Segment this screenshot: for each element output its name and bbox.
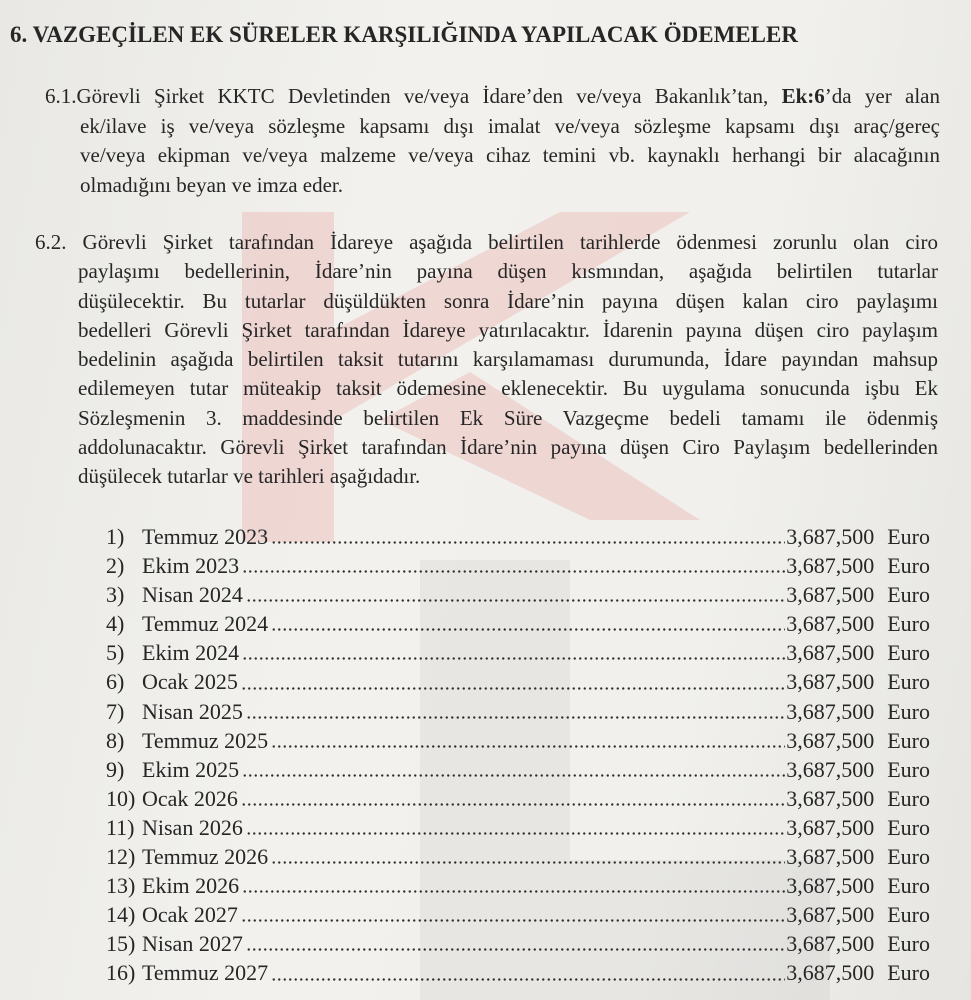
payment-amount: 3,687,500 — [786, 844, 875, 870]
payment-amount: 3,687,500 — [786, 727, 875, 753]
payment-period: Ekim 2025 — [142, 756, 240, 782]
payment-period: Nisan 2027 — [142, 931, 243, 957]
payment-amount: 3,687,500 — [786, 785, 875, 811]
payment-row — [106, 609, 930, 638]
payment-row — [106, 522, 930, 551]
payment-amount: 3,687,500 — [786, 814, 875, 840]
payment-number: 2) — [106, 553, 125, 579]
section-6-1-line: ek/ilave iş ve/veya sözleşme kapsamı dışı imalat ve/veya sözleşme kapsamı dışı araç/gereç — [80, 113, 940, 138]
payment-number: 15) — [106, 931, 136, 957]
dot-leader — [242, 774, 785, 777]
payment-period: Temmuz 2026 — [142, 844, 269, 870]
dot-leader — [271, 745, 785, 748]
payment-amount: 3,687,500 — [786, 756, 875, 782]
payment-period: Ocak 2027 — [142, 902, 238, 928]
dot-leader — [242, 657, 785, 660]
section-6-1-text: ’da yer alan — [824, 84, 940, 108]
annex-reference: Ek:6 — [781, 84, 825, 108]
payment-period: Temmuz 2023 — [142, 524, 269, 549]
section-6-2-line: paylaşımı bedellerinin, İdare’nin payına düşen kısmından, aşağıda belirtilen tutarlar — [78, 259, 938, 284]
payment-currency: Euro — [887, 524, 930, 549]
section-6-2-line: 6.2. Görevli Şirket tarafından İdareye aşağıda belirtilen tarihlerde ödenmesi zorunlu olan ciro — [35, 230, 938, 254]
payment-period: Nisan 2026 — [142, 814, 243, 840]
section-6-1-line: olmadığını beyan ve imza eder. — [80, 173, 343, 198]
payment-period: Ekim 2024 — [142, 640, 240, 666]
payment-currency: Euro — [887, 931, 930, 957]
payment-currency: Euro — [887, 553, 930, 579]
payment-row — [106, 638, 930, 667]
payment-period: Temmuz 2027 — [142, 960, 269, 986]
payment-currency: Euro — [887, 640, 930, 666]
payment-number: 16) — [106, 960, 136, 986]
dot-leader — [271, 541, 785, 544]
payment-currency: Euro — [887, 844, 930, 870]
payment-number: 5) — [106, 640, 125, 666]
payment-row — [106, 784, 930, 813]
payment-currency: Euro — [887, 669, 930, 695]
payment-row — [106, 842, 930, 871]
payment-currency: Euro — [887, 814, 930, 840]
payment-currency: Euro — [887, 756, 930, 782]
payment-period: Ocak 2025 — [142, 669, 238, 695]
payment-row — [106, 929, 930, 958]
payment-amount: 3,687,500 — [786, 698, 875, 724]
payment-currency: Euro — [887, 873, 930, 899]
payment-period: Nisan 2025 — [142, 698, 243, 724]
payment-period: Ocak 2026 — [142, 785, 238, 811]
payment-currency: Euro — [887, 785, 930, 811]
section-6-2-line: Sözleşmenin 3. maddesinde belirtilen Ek Süre Vazgeçme bedeli tamamı ile ödenmiş — [78, 405, 938, 430]
section-6-2-line: bedelinin aşağıda belirtilen taksit tutarını karşılamaması durumunda, İdare payından mahsup — [78, 347, 938, 371]
payment-amount: 3,687,500 — [786, 931, 875, 957]
dot-leader — [246, 716, 785, 719]
payment-amount: 3,687,500 — [786, 582, 875, 608]
payment-number: 12) — [106, 844, 136, 870]
payment-row — [106, 580, 930, 609]
payment-number: 6) — [106, 669, 125, 695]
dot-leader — [241, 803, 785, 806]
payment-number: 14) — [106, 902, 136, 928]
payment-row — [106, 958, 930, 987]
dot-leader — [246, 599, 785, 602]
payment-amount: 3,687,500 — [786, 873, 875, 899]
payment-row — [106, 667, 930, 696]
payment-currency: Euro — [887, 698, 930, 724]
section-6-2-line: düşülecek tutarlar ve tarihleri aşağıdadır. — [78, 464, 421, 488]
payment-amount: 3,687,500 — [786, 611, 875, 637]
section-6-2-paragraph — [35, 228, 938, 491]
payment-row — [106, 813, 930, 842]
payment-amount: 3,687,500 — [786, 669, 875, 695]
section-6-2-line: edilemeyen tutar müteakip taksit ödemesine eklenecektir. Bu uygulama sonucunda işbu Ek — [78, 376, 938, 401]
dot-leader — [241, 687, 785, 690]
payment-row — [106, 551, 930, 580]
section-6-2-line: düşülecektir. Bu tutarlar düşüldükten sonra İdare’nin payına düşen kalan ciro paylaşımı — [78, 288, 938, 313]
dot-leader — [271, 628, 785, 631]
payment-period: Temmuz 2024 — [142, 611, 269, 637]
payment-amount: 3,687,500 — [786, 902, 875, 928]
payment-number: 4) — [106, 611, 125, 637]
payment-number: 3) — [106, 582, 125, 608]
payment-amount: 3,687,500 — [786, 524, 875, 549]
dot-leader — [246, 948, 785, 951]
payment-period: Ekim 2023 — [142, 553, 240, 579]
payment-amount: 3,687,500 — [786, 960, 875, 986]
payment-number: 1) — [106, 524, 125, 549]
dot-leader — [242, 890, 785, 893]
payment-number: 8) — [106, 727, 125, 753]
payment-period: Nisan 2024 — [142, 582, 243, 608]
payment-schedule — [106, 522, 930, 988]
payment-period: Temmuz 2025 — [142, 727, 269, 753]
section-6-1-line — [45, 82, 940, 112]
section-6-heading: 6. VAZGEÇİLEN EK SÜRELER KARŞILIĞINDA YAPILACAK ÖDEMELER — [10, 22, 798, 47]
dot-leader — [246, 832, 785, 835]
payment-number: 13) — [106, 873, 136, 899]
payment-currency: Euro — [887, 727, 930, 753]
dot-leader — [242, 570, 785, 573]
payment-row — [106, 871, 930, 900]
payment-number: 10) — [106, 785, 136, 811]
dot-leader — [271, 978, 785, 981]
section-6-2-line: addolunacaktır. Görevli Şirket tarafından İdare’nin payına düşen Ciro Paylaşım bedellerinden — [78, 434, 938, 459]
payment-row — [106, 900, 930, 929]
payment-row — [106, 726, 930, 755]
payment-currency: Euro — [887, 960, 930, 986]
payment-currency: Euro — [887, 611, 930, 637]
payment-number: 11) — [106, 814, 135, 840]
section-6-1-line: ve/veya ekipman ve/veya malzeme ve/veya cihaz temini vb. kaynaklı herhangi bir alacağının — [80, 143, 940, 168]
payment-amount: 3,687,500 — [786, 553, 875, 579]
dot-leader — [271, 861, 785, 864]
payment-currency: Euro — [887, 902, 930, 928]
payment-period: Ekim 2026 — [142, 873, 240, 899]
payment-row — [106, 755, 930, 784]
payment-number: 9) — [106, 756, 125, 782]
payment-currency: Euro — [887, 582, 930, 608]
section-6-2-line: bedelleri Görevli Şirket tarafından İdareye yatırılacaktır. İdarenin payına düşen ciro paylaşım — [78, 317, 938, 342]
payment-amount: 3,687,500 — [786, 640, 875, 666]
section-6-1-text: 6.1.Görevli Şirket KKTC Devletinden ve/veya İdare’den ve/veya Bakanlık’tan, — [45, 84, 782, 108]
payment-number: 7) — [106, 698, 125, 724]
section-6-1-paragraph — [45, 82, 940, 201]
dot-leader — [241, 919, 785, 922]
payment-row — [106, 697, 930, 726]
